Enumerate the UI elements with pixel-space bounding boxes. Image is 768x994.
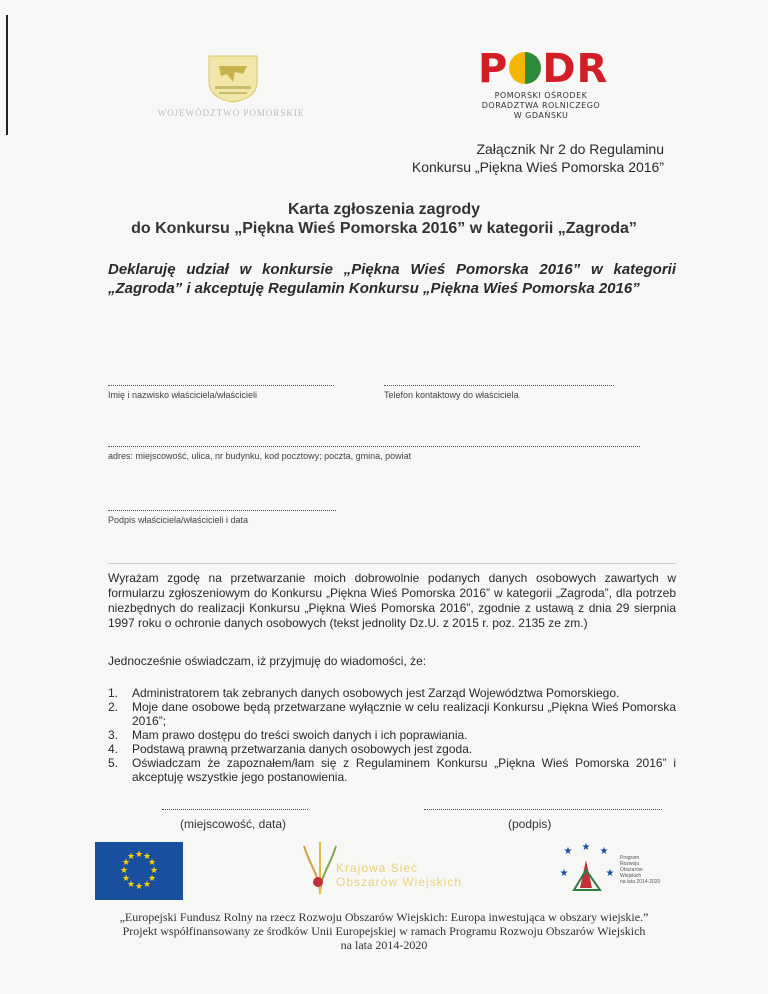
list-item: 5. Oświadczam że zapoznałem/łam się z Regulaminem Konkursu „Piękna Wieś Pomorska 2016” i akceptuję wszystkie jego postanowienia. <box>108 756 676 784</box>
podr-subtitle <box>478 91 604 121</box>
prow-line-2: Rozwoju <box>620 861 640 867</box>
svg-text:★: ★ <box>134 850 144 860</box>
annex-line-2: Konkursu „Piękna Wieś Pomorska 2016” <box>411 159 664 175</box>
pomorskie-crest-logo <box>205 52 261 104</box>
eu-flag-logo <box>95 842 183 900</box>
phone-field[interactable] <box>384 384 614 386</box>
podr-line-3: W GDAŃSKU <box>513 111 569 120</box>
owner-name-caption: Imię i nazwisko właściciela/właścicieli <box>108 390 258 400</box>
signature-field[interactable] <box>424 808 662 810</box>
prow-logo-icon <box>556 840 618 898</box>
title-line-1: Karta zgłoszenia zagrody <box>287 201 481 218</box>
list-item: 2. Moje dane osobowe będą przetwarzane wyłącznie w celu realizacji Konkursu „Piękna Wieś Pomorska 2016”; <box>108 700 676 728</box>
svg-text:★: ★ <box>134 882 144 892</box>
svg-text:★: ★ <box>121 858 131 868</box>
svg-text:★: ★ <box>126 880 136 890</box>
svg-text:★: ★ <box>599 846 609 857</box>
scan-edge <box>6 15 8 135</box>
svg-text:★: ★ <box>563 846 573 857</box>
signature-caption: (podpis) <box>508 817 552 831</box>
podr-logo-dr: DR <box>542 46 609 92</box>
address-field[interactable] <box>108 445 640 447</box>
svg-text:★: ★ <box>121 874 131 884</box>
prow-line-1: Program <box>620 855 640 861</box>
list-item: 1. Administratorem tak zebranych danych osobowych jest Zarząd Województwa Pomorskiego. <box>108 686 620 700</box>
prow-line-5: na lata 2014-2020 <box>620 879 661 885</box>
phone-caption: Telefon kontaktowy do właściciela <box>384 390 519 400</box>
eu-funding-footer <box>60 910 708 952</box>
podr-logo-p: P <box>478 46 509 92</box>
address-caption: adres: miejscowość, ulica, nr budynku, kod pocztowy; poczta, gmina, powiat <box>108 451 412 461</box>
voivodeship-name: WOJEWÓDZTWO POMORSKIE <box>157 108 305 118</box>
statement-intro: Jednocześnie oświadczam, iż przyjmuję do wiadomości, że: <box>108 654 427 668</box>
footer-line-3: na lata 2014-2020 <box>340 938 428 952</box>
annex-line-1: Załącznik Nr 2 do Regulaminu <box>476 141 664 157</box>
participation-declaration: Deklaruję udział w konkursie „Piękna Wieś Pomorska 2016” w kategorii „Zagroda” i akceptuję Regulamin Konkursu „Piękna Wieś Pomorska 2016” <box>108 261 676 297</box>
prow-line-3: Obszarów <box>620 867 643 873</box>
list-item: 4. Podstawą prawną przetwarzania danych osobowych jest zgoda. <box>108 742 473 756</box>
svg-text:★: ★ <box>147 858 157 868</box>
svg-text:★: ★ <box>149 866 159 876</box>
place-date-field[interactable] <box>162 808 308 810</box>
podr-logo <box>478 46 609 92</box>
svg-text:★: ★ <box>581 842 591 853</box>
owner-signature-caption: Podpis właściciela/właścicieli i data <box>108 515 249 525</box>
prow-logo-text <box>620 855 660 885</box>
footer-line-2: Projekt współfinansowany ze środków Unii Europejskiej w ramach Programu Rozwoju Obszarów Wiejskich <box>122 924 646 938</box>
podr-circle-icon <box>509 52 541 84</box>
ksow-line-1: Krajowa Sieć <box>336 861 419 875</box>
svg-text:★: ★ <box>142 852 152 862</box>
svg-text:★: ★ <box>605 868 615 879</box>
owner-name-field[interactable] <box>108 384 334 386</box>
data-processing-consent: Wyrażam zgodę na przetwarzanie moich dobrowolnie podanych danych osobowych zawartych w formularzu zgłoszeniowym do Konkursu „Piękna Wieś Pomorska 2016” w kategorii „Zagroda”, dla potrzeb niezbędnych do realizacji Konkursu „Piękna Wieś Pomorska 2016”, zgodnie z ustawą z dnia 29 sierpnia 1997 roku o ochronie danych osobowych (tekst jednolity Dz.U. z 2015 r. poz. 2135 ze zm.) <box>108 571 676 630</box>
section-divider <box>108 563 676 564</box>
annex-note <box>412 140 664 176</box>
svg-text:★: ★ <box>147 874 157 884</box>
place-date-caption: (miejscowość, data) <box>180 817 287 831</box>
ksow-line-2: Obszarów Wiejskich <box>336 875 463 889</box>
podr-line-1: POMORSKI OŚRODEK <box>494 91 588 100</box>
svg-text:★: ★ <box>559 868 569 879</box>
title-line-2: do Konkursu „Piękna Wieś Pomorska 2016” w kategorii „Zagroda” <box>131 220 637 237</box>
owner-signature-field[interactable] <box>108 509 336 511</box>
svg-text:★: ★ <box>142 880 152 890</box>
svg-text:★: ★ <box>119 866 129 876</box>
footer-line-1: „Europejski Fundusz Rolny na rzecz Rozwoju Obszarów Wiejskich: Europa inwestująca w obszary wiejskie.” <box>119 910 649 924</box>
ksow-emblem-icon <box>300 836 340 896</box>
eu-stars-icon <box>95 842 183 900</box>
svg-text:★: ★ <box>126 852 136 862</box>
podr-line-2: DORADZTWA ROLNICZEGO <box>481 101 601 110</box>
list-item: 3. Mam prawo dostępu do treści swoich danych i ich poprawiania. <box>108 728 468 742</box>
form-title <box>0 200 768 238</box>
prow-line-4: Wiejskich <box>620 873 642 879</box>
ksow-logo-text <box>336 861 462 889</box>
statement-list <box>108 686 676 784</box>
